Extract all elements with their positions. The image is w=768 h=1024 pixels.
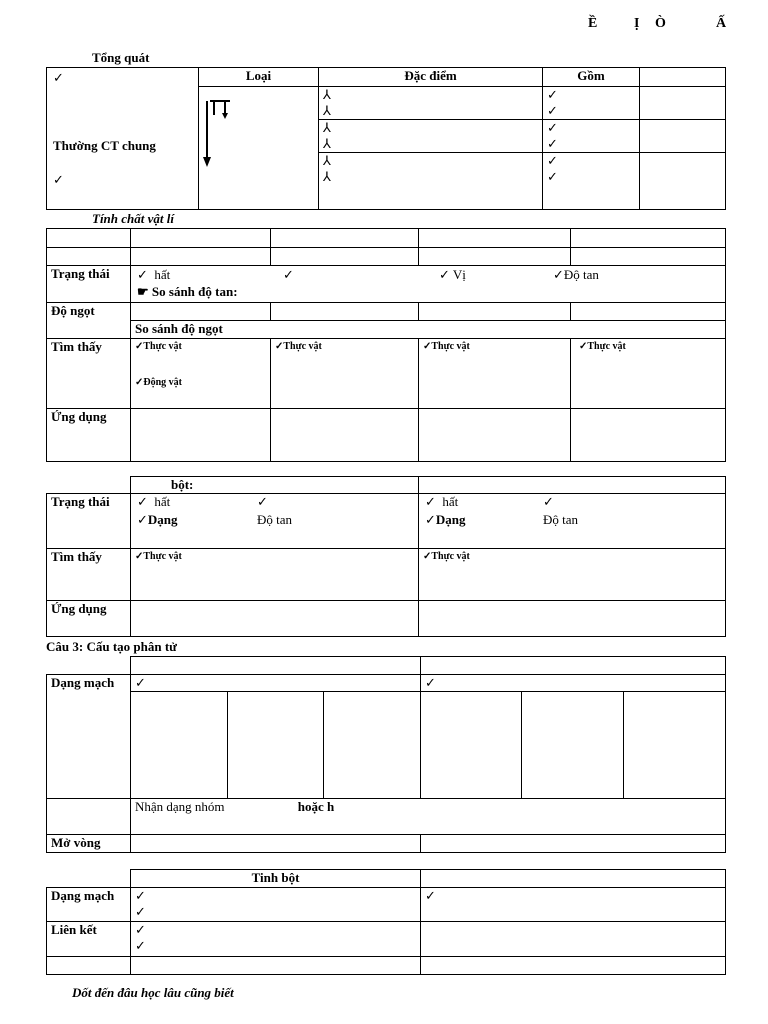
pointing-hand-icon: ☛ bbox=[137, 284, 149, 299]
section1-title: Tổng quát bbox=[92, 50, 150, 65]
check-icon: ✓ bbox=[275, 341, 284, 352]
footer-quote: Dốt đến đâu học lâu cũng biết bbox=[72, 985, 234, 1000]
check-icon bbox=[547, 120, 635, 136]
check-icon bbox=[547, 153, 635, 169]
row-ung-dung: Ứng dụng bbox=[47, 409, 131, 462]
triangle-bullet-icon: ⅄ bbox=[323, 136, 331, 151]
check-icon: ✓ bbox=[425, 675, 436, 690]
check-icon: ✓ bbox=[283, 267, 294, 282]
row-do-ngot: Độ ngọt bbox=[47, 303, 131, 339]
check-icon: ✓ bbox=[425, 512, 436, 527]
header-letter-3: Ò bbox=[655, 16, 666, 31]
check-icon: ✓ bbox=[553, 267, 564, 282]
col-loai: Loại bbox=[199, 68, 319, 87]
check-icon: ✓ bbox=[135, 551, 144, 562]
check-icon: ✓ bbox=[135, 341, 144, 352]
triangle-bullet-icon: ⅄ bbox=[323, 169, 331, 184]
starch-header: bột: bbox=[131, 477, 419, 494]
check-icon bbox=[547, 103, 635, 119]
col-tinh-bot: Tinh bột bbox=[131, 870, 421, 888]
row-dang-mach: Dạng mạch bbox=[47, 675, 131, 799]
check-icon bbox=[547, 169, 635, 185]
check-icon bbox=[425, 888, 721, 904]
loai-cell bbox=[199, 87, 319, 210]
row-trang-thai: Trạng thái bbox=[47, 494, 131, 549]
check-icon: ✓ bbox=[53, 172, 64, 187]
check-icon bbox=[135, 888, 416, 904]
row-ung-dung: Ứng dụng bbox=[47, 601, 131, 637]
check-icon: ✓ bbox=[137, 494, 148, 509]
check-icon bbox=[547, 87, 635, 103]
row-dang-mach: Dạng mạch bbox=[47, 888, 131, 922]
overview-left-label: Thường CT chung bbox=[53, 138, 156, 153]
triangle-bullet-icon: ⅄ bbox=[323, 120, 331, 135]
starch-table: bột: Trạng thái ✓ hất ✓ ✓Dạng Độ tan ✓ hất ✓ ✓Dạng Độ tan Tìm thấy ✓Thực vật ✓Thực vật Ứng dụng bbox=[46, 476, 726, 637]
hoac-label: hoặc h bbox=[297, 799, 335, 814]
molecular-structure-table bbox=[46, 656, 726, 853]
check-icon: ✓ bbox=[423, 551, 432, 562]
starch-structure-table bbox=[46, 869, 726, 975]
section2-title: Tính chất vật lí bbox=[92, 211, 174, 226]
row-trang-thai: Trạng thái bbox=[47, 266, 131, 303]
check-icon: ✓ bbox=[53, 70, 64, 85]
check-icon bbox=[135, 922, 416, 938]
check-icon bbox=[135, 938, 416, 954]
row-tim-thay: Tìm thấy bbox=[47, 549, 131, 601]
check-icon: ✓ bbox=[137, 267, 148, 282]
bracket-arrow-icon bbox=[203, 87, 243, 167]
check-icon: ✓ bbox=[439, 267, 450, 282]
check-icon: ✓ bbox=[257, 494, 268, 509]
col-dac-diem: Đặc điểm bbox=[319, 68, 543, 87]
check-icon: ✓ bbox=[423, 341, 432, 352]
physical-properties-table: Trạng thái ✓ hất ✓ ✓ Vị ✓Độ tan ☛ So sánh độ tan: Độ ngọt So sánh độ ngọt Tìm thấy ✓Thực vật ✓Động vật ✓Thực vật ✓Thực vật ✓Thực vật Ứng dụng bbox=[46, 228, 726, 462]
check-icon: ✓ bbox=[579, 341, 588, 352]
triangle-bullet-icon: ⅄ bbox=[323, 103, 331, 118]
triangle-bullet-icon: ⅄ bbox=[323, 153, 331, 168]
col-gom: Gồm bbox=[543, 68, 640, 87]
row-lien-ket: Liên kết bbox=[47, 922, 131, 957]
section4-title: Câu 3: Cấu tạo phân tử bbox=[46, 639, 177, 654]
check-icon: ✓ bbox=[543, 494, 554, 509]
nhan-dang-label: Nhận dạng nhóm bbox=[135, 799, 225, 814]
row-tim-thay: Tìm thấy bbox=[47, 339, 131, 409]
overview-table bbox=[46, 67, 726, 210]
header-letter-2: Ị bbox=[634, 16, 640, 31]
header-letter-1: Ề bbox=[588, 16, 598, 31]
header-letter-4: Ấ bbox=[716, 16, 727, 31]
check-icon bbox=[135, 904, 416, 920]
check-icon: ✓ bbox=[135, 377, 144, 388]
check-icon: ✓ bbox=[425, 494, 436, 509]
check-icon: ✓ bbox=[137, 512, 148, 527]
overview-left-cell bbox=[47, 68, 199, 210]
so-sanh-do-ngot: So sánh độ ngọt bbox=[131, 321, 726, 339]
check-icon: ✓ bbox=[135, 675, 146, 690]
row-mo-vong: Mở vòng bbox=[47, 835, 131, 853]
triangle-bullet-icon: ⅄ bbox=[323, 87, 331, 102]
check-icon bbox=[547, 136, 635, 152]
